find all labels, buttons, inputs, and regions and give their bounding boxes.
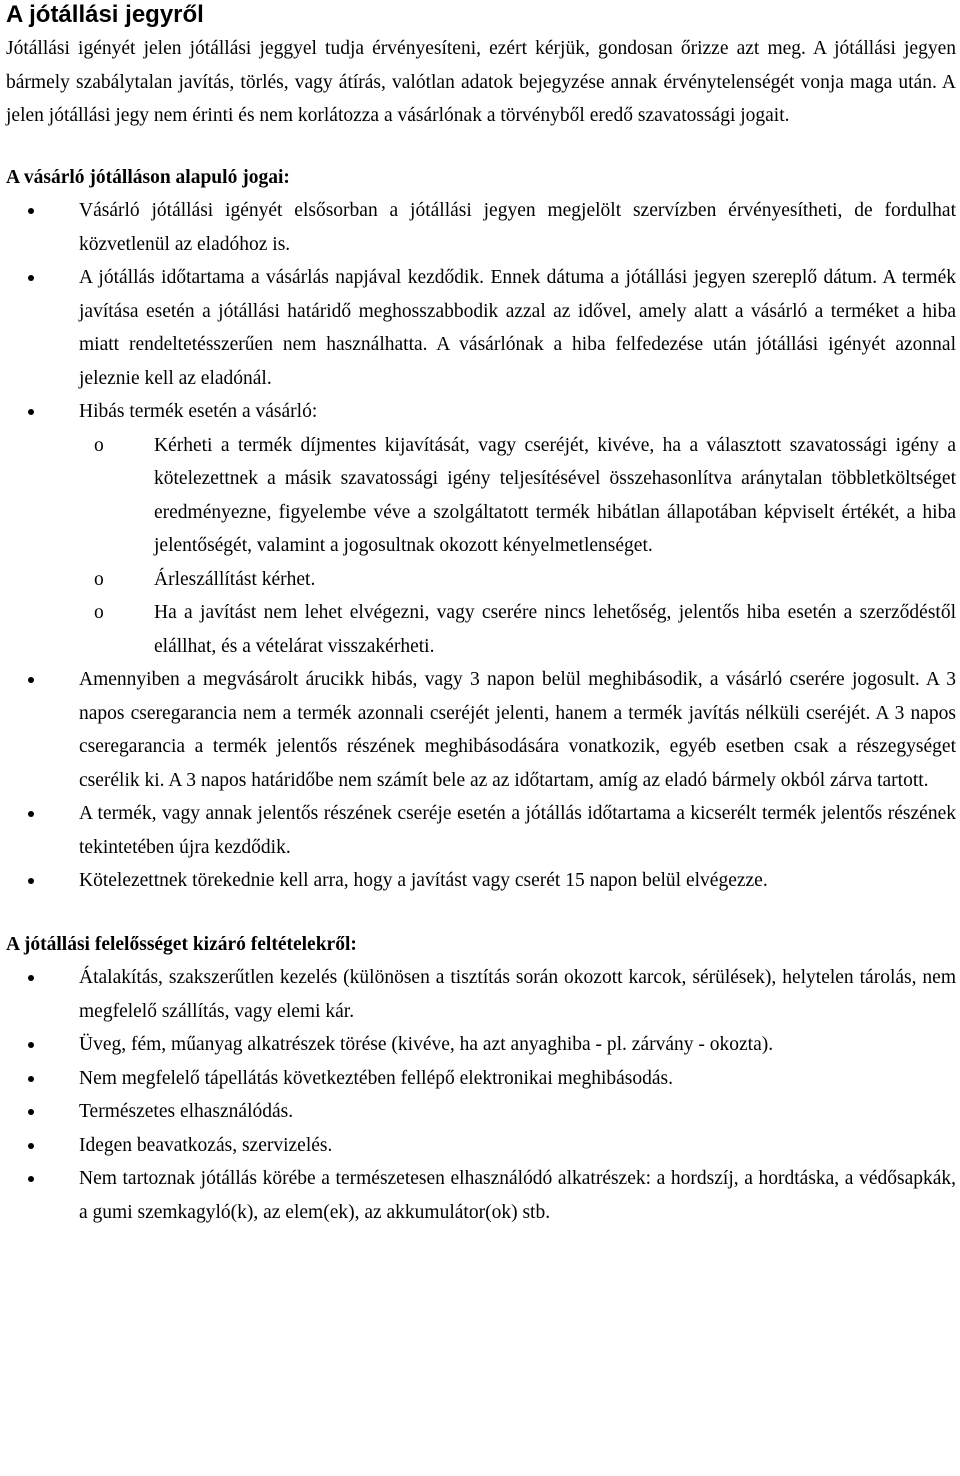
sublist-item xyxy=(79,429,956,563)
sublist-item xyxy=(79,563,956,597)
list-item: Amennyiben a megvásárolt árucikk hibás, vagy 3 napon belül meghibásodik, a vásárló cserére jogosult. A 3 napos cseregarancia nem a termék azonnali cseréjét jelenti, hanem a termék javítás nélküli cseréjét. A 3 napos cseregarancia a termék jelentős részének meghibásodására vonatkozik, egyéb esetben csak a részegységet cserélik ki. A 3 napos határidőbe nem számít bele az az időtartam, amíg az eladó bármely okból zárva tartott. xyxy=(6,663,956,797)
rights-list xyxy=(6,194,956,898)
circle-bullet-icon: o xyxy=(94,602,104,623)
list-item: A jótállás időtartama a vásárlás napjával kezdődik. Ennek dátuma a jótállási jegyen szereplő dátum. A termék javítása esetén a jótállási határidő meghosszabbodik azzal az idővel, amely alatt a vásárló a terméket a hiba miatt rendeltetésszerűen nem használhatta. A vásárlónak a hiba felfedezése után jótállási igényét azonnal jeleznie kell az eladónál. xyxy=(6,261,956,395)
section-exclusions-heading: A jótállási felelősséget kizáró feltételekről: xyxy=(6,933,357,955)
list-item xyxy=(6,395,956,663)
list-item: Átalakítás, szakszerűtlen kezelés (különösen a tisztítás során okozott karcok, sérülések), helytelen tárolás, nem megfelelő szállítás, vagy elemi kár. xyxy=(6,961,956,1028)
sublist-item-text: Árleszállítást kérhet. xyxy=(154,568,316,590)
list-item: Üveg, fém, műanyag alkatrészek törése (kivéve, ha azt anyaghiba - pl. zárvány - okozta). xyxy=(6,1028,956,1062)
circle-bullet-icon: o xyxy=(94,434,104,456)
list-item: Természetes elhasználódás. xyxy=(6,1095,956,1129)
sublist-item-text: Ha a javítást nem lehet elvégezni, vagy cserére nincs lehetőség, jelentős hiba esetén a szerződéstől elállhat, és a vételárat visszakérheti. xyxy=(154,602,956,657)
list-item: Nem tartoznak jótállás körébe a természetesen elhasználódó alkatrészek: a hordszíj, a hordtáska, a védősapkák, a gumi szemkagyló(k), az elem(ek), az akkumulátor(ok) stb. xyxy=(6,1162,956,1229)
list-item: Vásárló jótállási igényét elsősorban a jótállási jegyen megjelölt szervízben érvényesítheti, de fordulhat közvetlenül az eladóhoz is. xyxy=(6,194,956,261)
document-title: A jótállási jegyről xyxy=(6,1,204,28)
document-page xyxy=(6,0,956,1229)
sublist xyxy=(79,429,956,664)
circle-bullet-icon: o xyxy=(94,568,104,590)
list-item: A termék, vagy annak jelentős részének cseréje esetén a jótállás időtartama a kicserélt termék jelentős részének tekintetében újra kezdődik. xyxy=(6,797,956,864)
intro-paragraph: Jótállási igényét jelen jótállási jeggyel tudja érvényesíteni, ezért kérjük, gondosan őrizze azt meg. A jótállási jegyen bármely szabálytalan javítás, törlés, vagy átírás, valótlan adatok bejegyzése annak érvénytelenségét vonja maga után. A jelen jótállási jegy nem érinti és nem korlátozza a vásárlónak a törvényből eredő szavatossági jogait. xyxy=(6,38,956,126)
exclusions-list xyxy=(6,961,956,1229)
sublist-item-text: Kérheti a termék díjmentes kijavítását, vagy cseréjét, kivéve, ha a választott szavatossági igény a kötelezettnek a másik szavatossági igény teljesítésével összehasonlítva aránytalan többletköltséget eredményezne, figyelembe véve a szolgáltatott termék hibátlan állapotában képviselt értékét, a hiba jelentőségét, valamint a jogosultnak okozott kényelmetlenséget. xyxy=(154,434,956,556)
list-item: Kötelezettnek törekednie kell arra, hogy a javítást vagy cserét 15 napon belül elvégezze. xyxy=(6,864,956,898)
list-item-text: Hibás termék esetén a vásárló: xyxy=(79,401,318,422)
list-item: Idegen beavatkozás, szervizelés. xyxy=(6,1129,956,1163)
sublist-item xyxy=(79,596,956,663)
section-rights-heading: A vásárló jótálláson alapuló jogai: xyxy=(6,166,290,188)
list-item: Nem megfelelő tápellátás következtében fellépő elektronikai meghibásodás. xyxy=(6,1062,956,1096)
